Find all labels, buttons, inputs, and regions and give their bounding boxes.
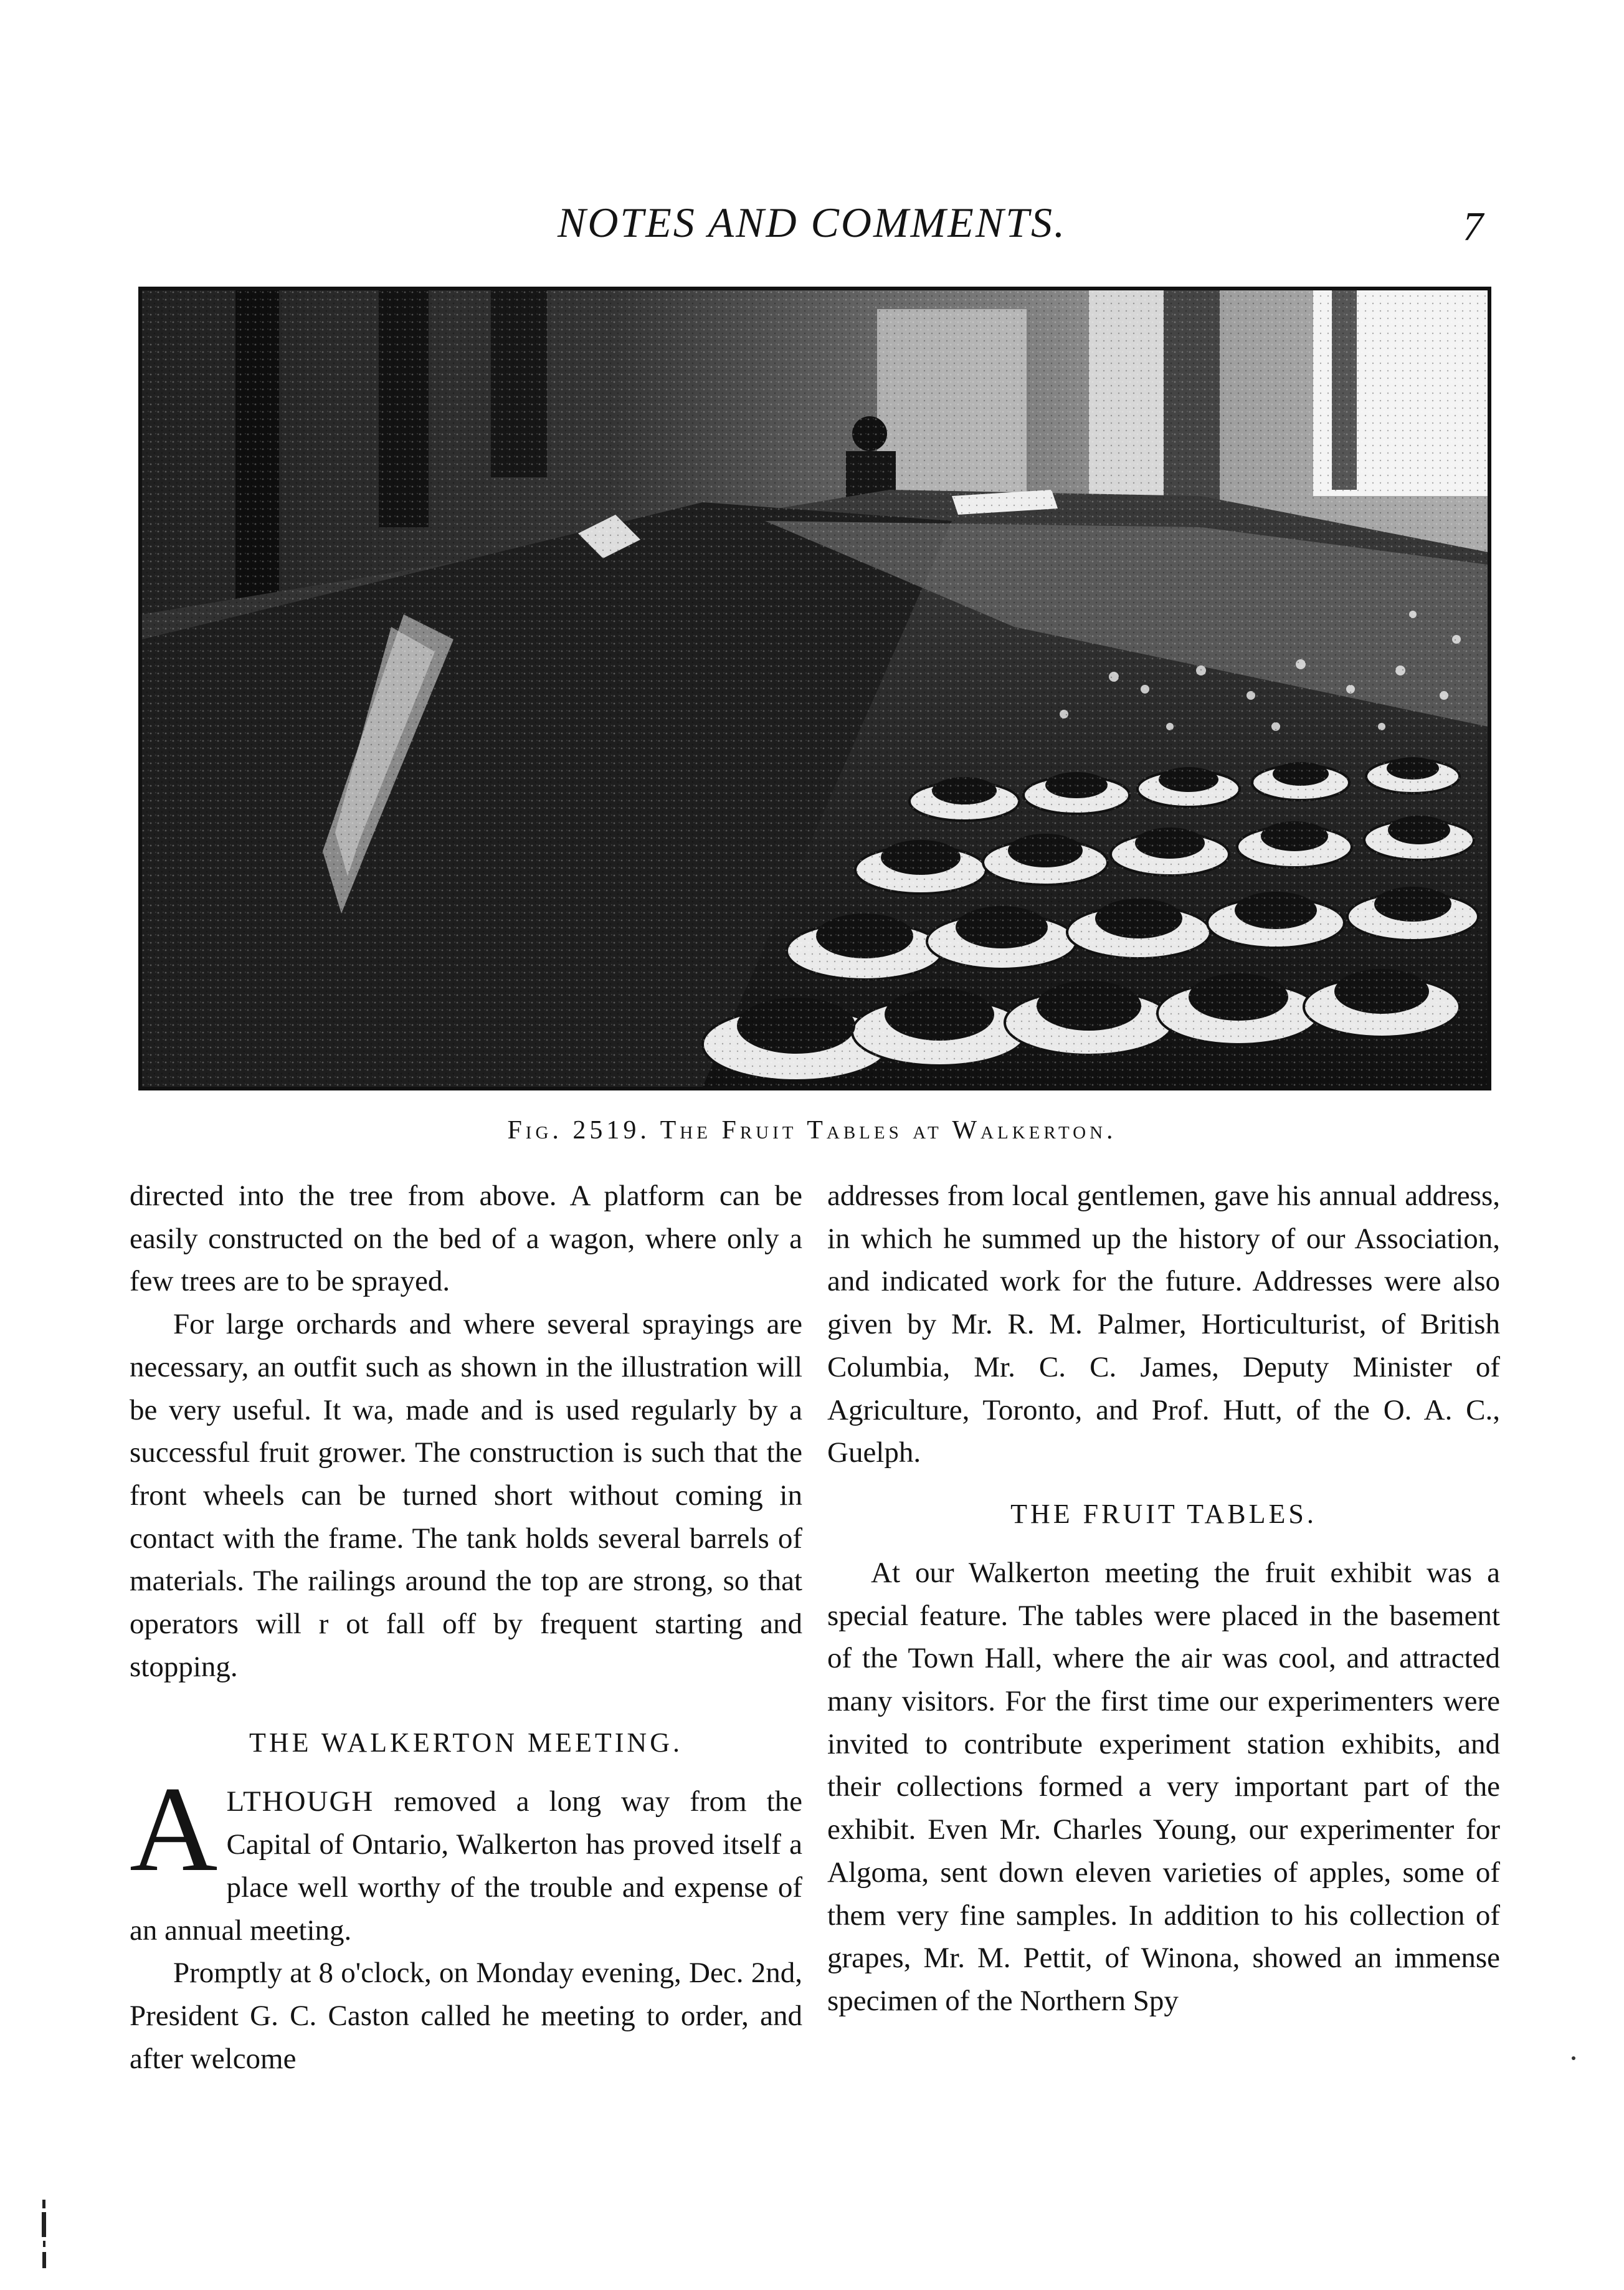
paragraph: At our Walkerton meeting the fruit exhibit was a special feature. The tables were placed in the basement of the Town Hall, where the air was cool, and attracted many visitors. For the first time our experimenters were invited to contribute experiment station exhibits, and their collections formed a very important part of the exhibit. Even Mr. Charles Young, our experimenter for Algoma, sent down eleven varieties of apples, some of them very fine samples. In addition to his collection of grapes, Mr. M. Pettit, of Winona, showed an immense specimen of the Northern Spy [827, 1556, 1500, 2017]
left-column [130, 1175, 802, 2080]
section-heading-walkerton-meeting: THE WALKERTON MEETING. [249, 1727, 683, 1758]
ink-speck [1572, 2056, 1575, 2060]
running-title: NOTES AND COMMENTS. [557, 199, 1067, 246]
page-number: 7 [1463, 204, 1483, 249]
paragraph: addresses from local gentlemen, gave his annual address, in which he summed up the history of our Association, and indicated work for the future. Addresses were also given by Mr. R. M. Palmer, Horticulturist, of British Columbia, Mr. C. C. James, Deputy Minister of Agriculture, Toronto, and Prof. Hutt, of the O. A. C., Guelph. [827, 1180, 1500, 1469]
paragraph: directed into the tree from above. A platform can be easily constructed on the bed of a wagon, where only a few trees are to be sprayed. [130, 1180, 802, 1298]
paragraph: Promptly at 8 o'clock, on Monday evening, Dec. 2nd, President G. C. Caston called he meeting to order, and after welcome [130, 1957, 802, 2075]
paragraph [130, 1762, 802, 1952]
section-heading-fruit-tables: THE FRUIT TABLES. [1010, 1498, 1317, 1529]
drop-cap: A [130, 1762, 218, 1897]
right-column [827, 1175, 1500, 2023]
paragraph: For large orchards and where several sprayings are necessary, an outfit such as shown in the illustration will be very useful. It wa, made and is used regularly by a successful fruit grower. The construction is such that the front wheels can be turned short without coming in contact with the frame. The tank holds several barrels of materials. The railings around the top are strong, so that operators will r ot fall off by frequent starting and stopping. [130, 1308, 802, 1683]
margin-ink-mark [40, 2200, 49, 2268]
figure-caption: Fig. 2519. The Fruit Tables at Walkerton. [507, 1116, 1117, 1145]
fruit-tables-photograph [138, 287, 1491, 1090]
page-header [0, 198, 1624, 254]
paragraph-text: removed a long way from the Capital of Ontario, Walkerton has proved itself a place well worthy of the trouble and expense of an annual meeting. [130, 1785, 802, 1947]
lead-in-caps: LTHOUGH [226, 1785, 374, 1818]
